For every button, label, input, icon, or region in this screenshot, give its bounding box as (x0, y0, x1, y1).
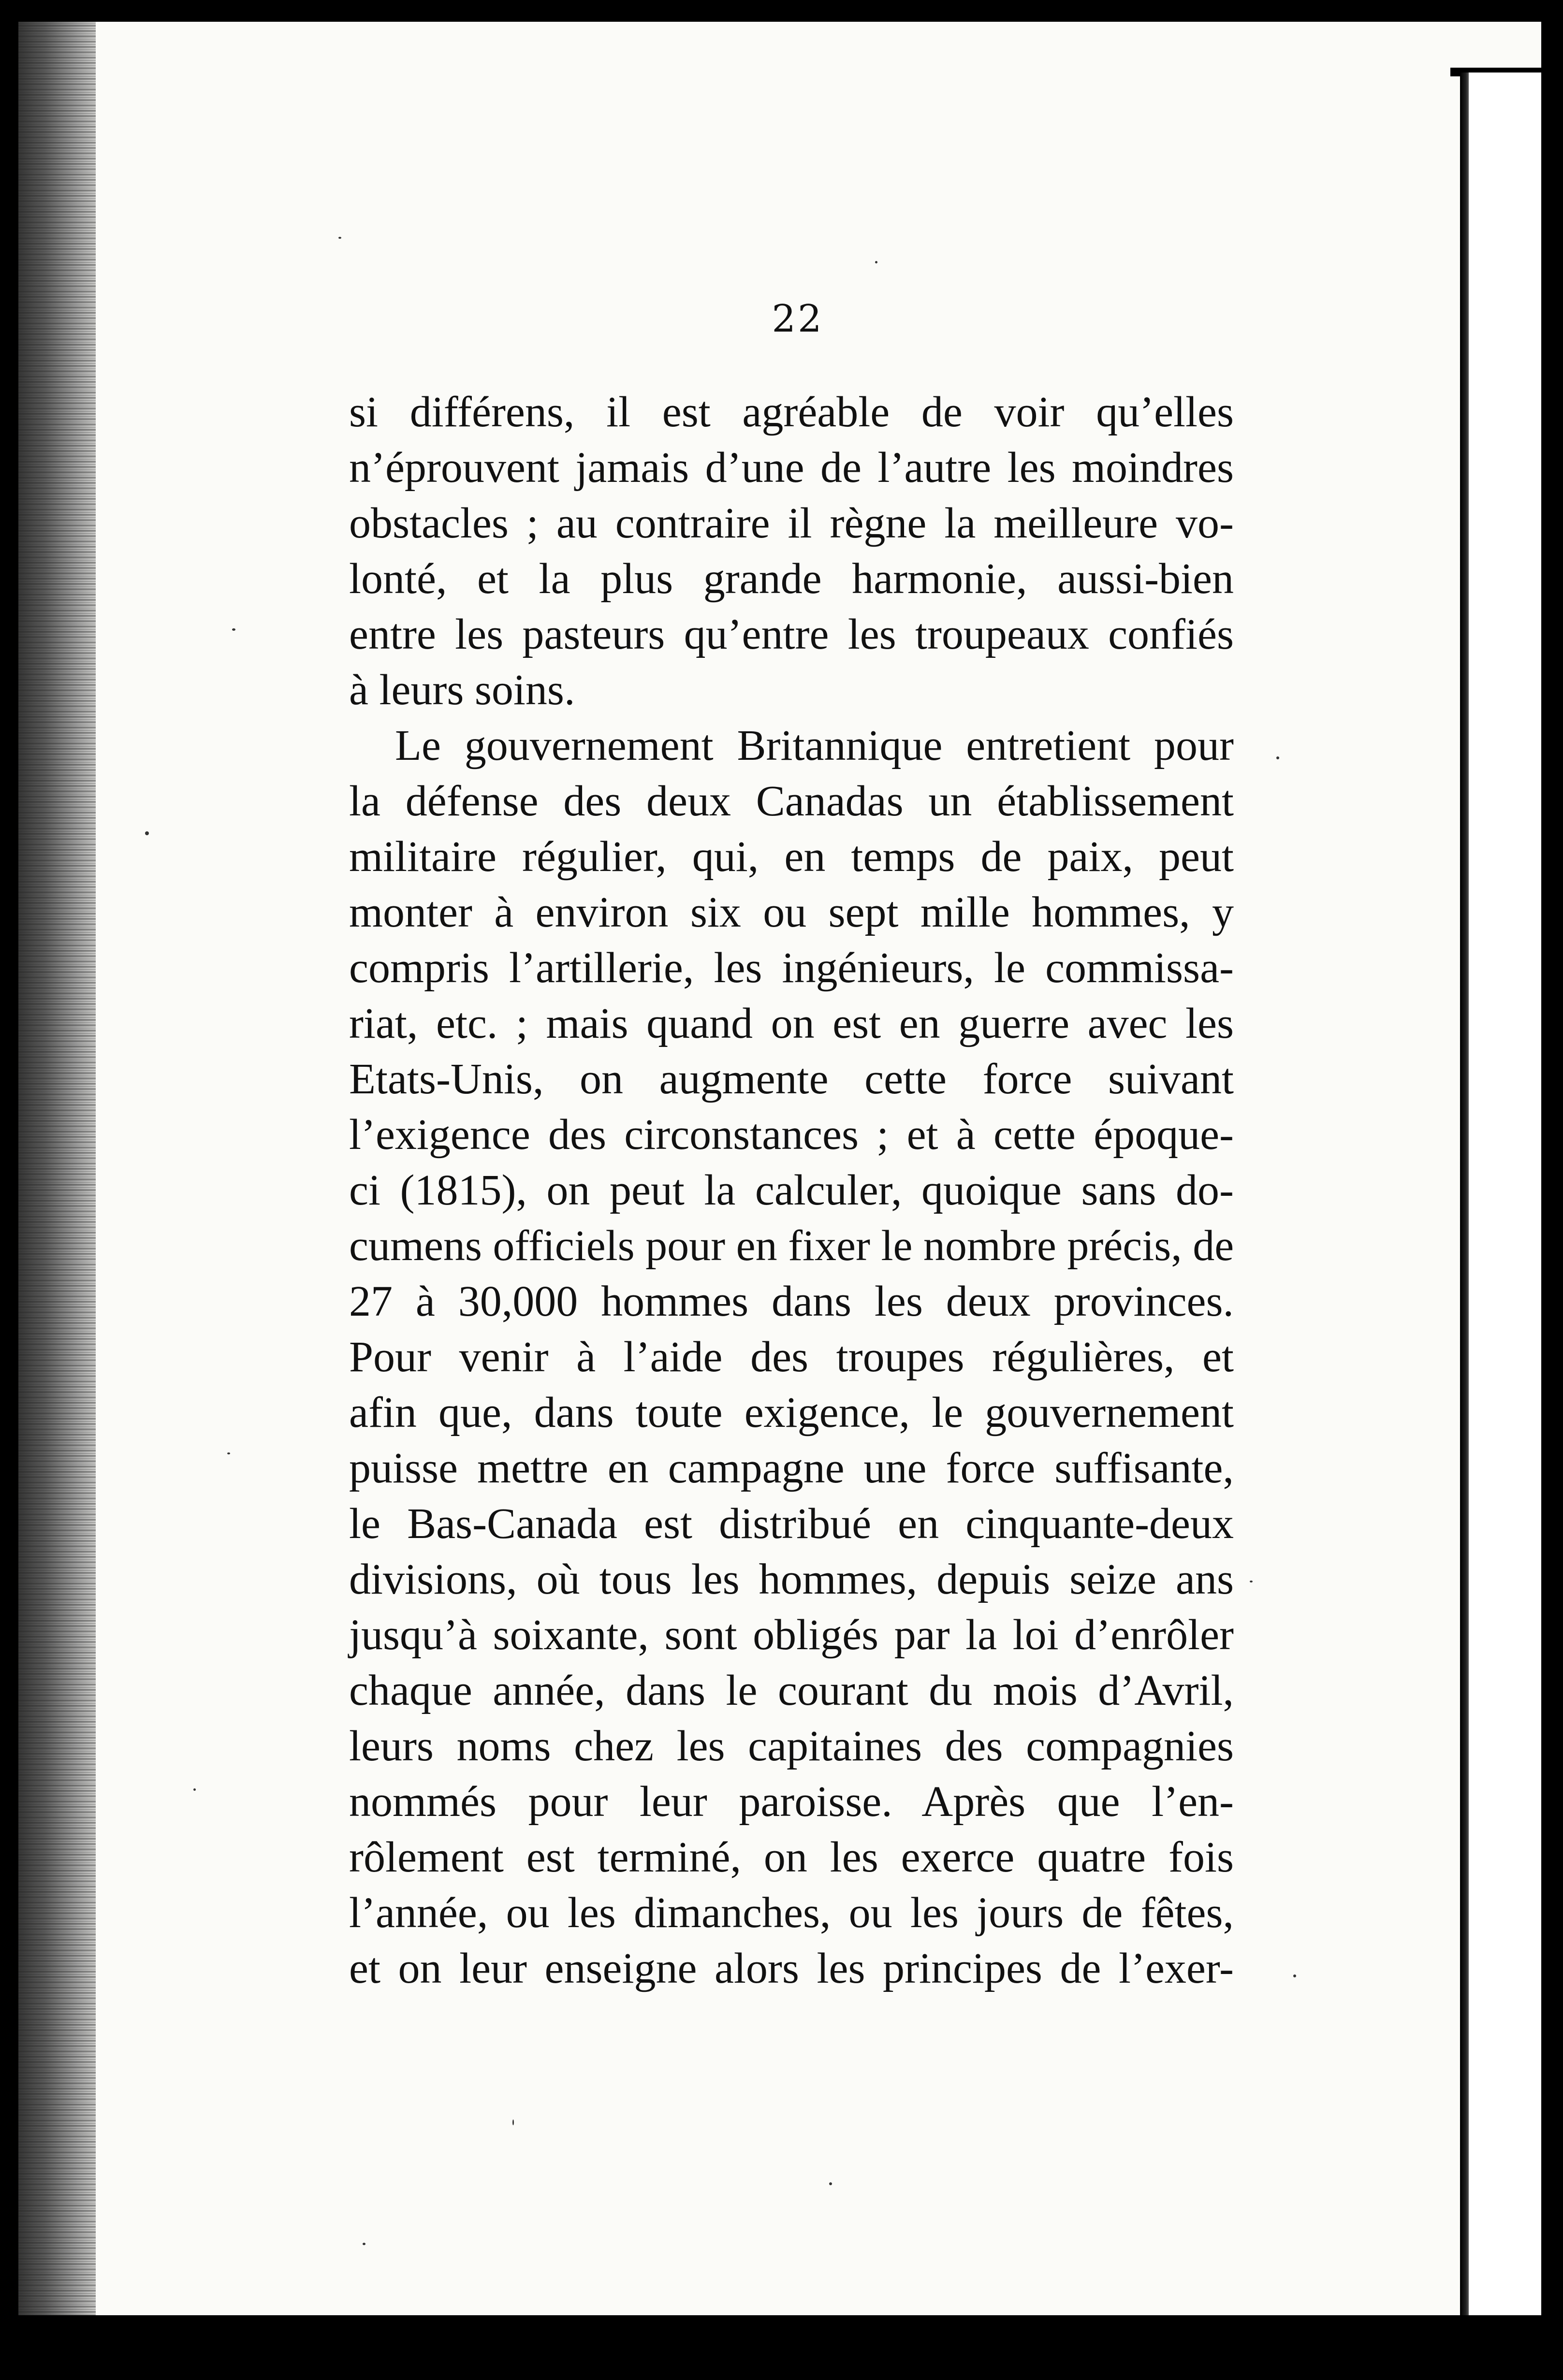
text-line: cumens officiels pour en fixer le nombre précis, de (349, 1222, 1234, 1270)
text-line: Le gouvernement Britannique entretient pour (395, 722, 1234, 769)
text-line: si différens, il est agréable de voir qu’elles (349, 388, 1234, 436)
text-line: l’année, ou les dimanches, ou les jours de fêtes, (349, 1889, 1234, 1937)
text-line: Pour venir à l’aide des troupes régulières, et (349, 1333, 1234, 1381)
paper-speck (193, 1788, 196, 1791)
text-line: et on leur enseigne alors les principes de l’exer- (349, 1945, 1234, 1992)
paper-speck (875, 261, 877, 263)
scan-border-right (1541, 0, 1563, 2380)
paper-speck (512, 2119, 514, 2125)
paper-speck (1250, 1581, 1253, 1582)
text-line: à leurs soins. (349, 666, 575, 714)
text-line: monter à environ six ou sept mille hommes, y (349, 888, 1234, 936)
text-line: la défense des deux Canadas un établissement (349, 777, 1234, 825)
text-line: divisions, où tous les hommes, depuis seize ans (349, 1555, 1234, 1603)
text-line: compris l’artillerie, les ingénieurs, le commissa- (349, 944, 1234, 992)
text-line: lonté, et la plus grande harmonie, aussi-bien (349, 555, 1234, 603)
text-line: n’éprouvent jamais d’une de l’autre les moindres (349, 444, 1234, 492)
paper-speck (232, 628, 235, 631)
text-line: riat, etc. ; mais quand on est en guerre avec les (349, 1000, 1234, 1047)
next-page-edge (1469, 73, 1541, 2315)
text-line: ci (1815), on peut la calculer, quoique sans do- (349, 1166, 1234, 1214)
text-line: leurs noms chez les capitaines des compagnies (349, 1722, 1234, 1770)
text-line: militaire régulier, qui, en temps de paix, peut (349, 833, 1234, 881)
paper-speck (363, 2243, 365, 2245)
paper-speck (1276, 756, 1279, 759)
paper-speck (338, 237, 341, 239)
text-line: l’exigence des circonstances ; et à cette époque- (349, 1111, 1234, 1159)
paper-speck (1293, 1974, 1296, 1977)
text-line: jusqu’à soixante, sont obligés par la loi d’enrôler (349, 1611, 1234, 1659)
text-line: puisse mettre en campagne une force suffisante, (349, 1444, 1234, 1492)
text-line: obstacles ; au contraire il règne la meilleure vo- (349, 499, 1234, 547)
text-line: rôlement est terminé, on les exerce quatre fois (349, 1833, 1234, 1881)
scan-border-bottom (0, 2315, 1563, 2380)
paper-speck (227, 1452, 230, 1454)
scan-border-left (0, 0, 18, 2380)
text-line: afin que, dans toute exigence, le gouvernement (349, 1389, 1234, 1437)
binding-gutter (18, 22, 96, 2315)
paper-speck (829, 2182, 832, 2185)
paper-speck (145, 831, 149, 835)
text-line: 27 à 30,000 hommes dans les deux provinces. (349, 1277, 1234, 1325)
text-line: Etats-Unis, on augmente cette force suivant (349, 1055, 1234, 1103)
text-line: chaque année, dans le courant du mois d’Avril, (349, 1667, 1234, 1714)
text-line: nommés pour leur paroisse. Après que l’en- (349, 1778, 1234, 1826)
text-line: entre les pasteurs qu’entre les troupeaux confiés (349, 610, 1234, 658)
scan-border-top (0, 0, 1563, 22)
page-number: 22 (772, 297, 824, 341)
body-text (349, 384, 1234, 1996)
text-line: le Bas-Canada est distribué en cinquante-deux (349, 1500, 1234, 1548)
